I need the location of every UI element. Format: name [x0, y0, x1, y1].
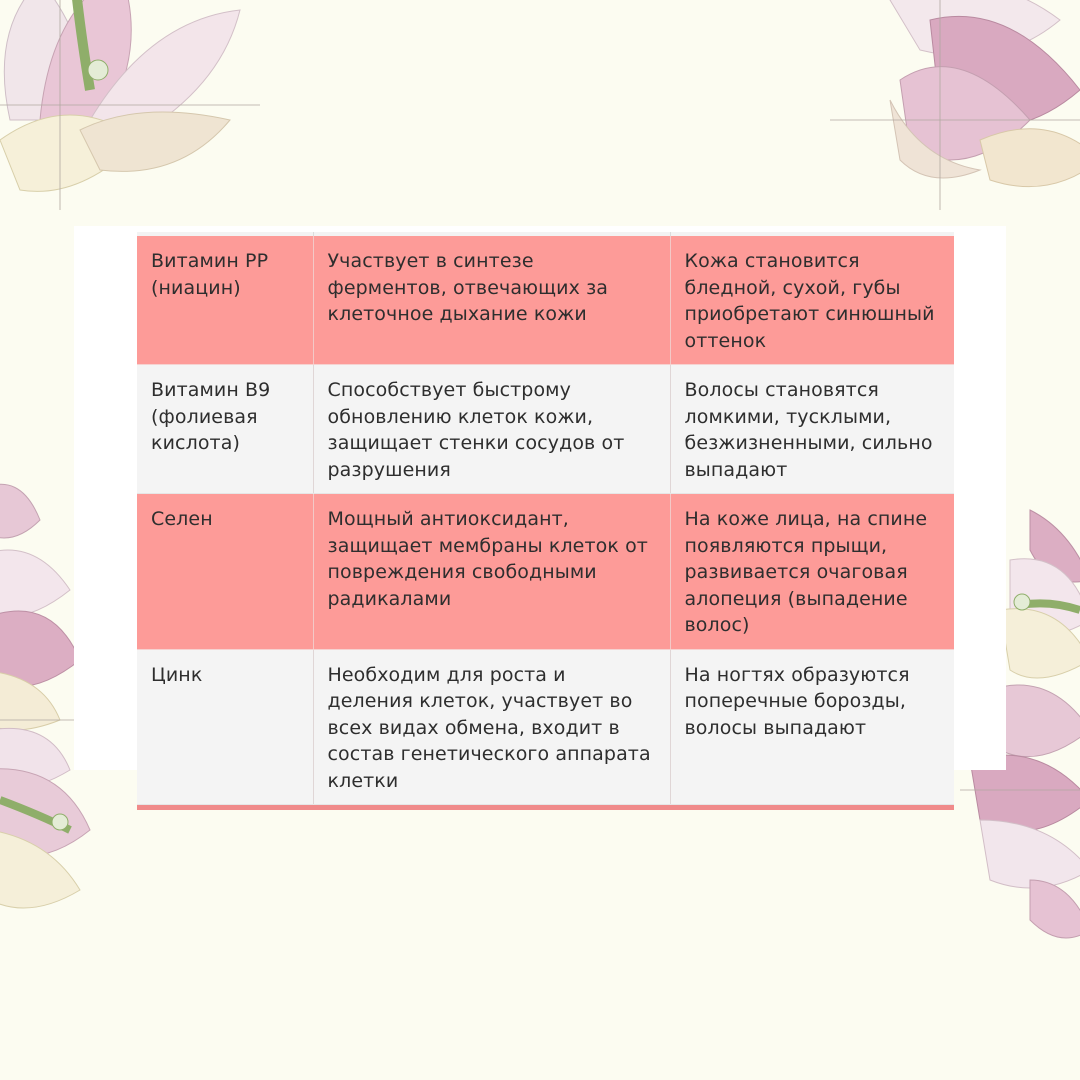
vitamin-name: Витамин PP (ниацин) — [137, 236, 313, 365]
table-row — [137, 365, 954, 494]
vitamin-function: Необходим для роста и деления клеток, участвует во всех видах обмена, входит в состав генетического аппарата клетки — [313, 649, 670, 805]
vitamin-function: Участвует в синтезе ферментов, отвечающих за клеточное дыхание кожи — [313, 236, 670, 365]
table-row — [137, 494, 954, 650]
table-cut-row — [137, 232, 954, 236]
vitamin-name: Селен — [137, 494, 313, 650]
lotus-flower-icon — [830, 0, 1080, 210]
deficiency-symptoms: Волосы становятся ломкими, тусклыми, безжизненными, сильно выпадают — [670, 365, 954, 494]
vitamins-table — [137, 232, 954, 810]
deficiency-symptoms: Кожа становится бледной, сухой, губы приобретают синюшный оттенок — [670, 236, 954, 365]
table-row — [137, 649, 954, 805]
deficiency-symptoms: На коже лица, на спине появляются прыщи, развивается очаговая алопеция (выпадение волос) — [670, 494, 954, 650]
vitamins-table-grid — [137, 236, 954, 805]
table-row — [137, 236, 954, 365]
vitamin-function: Мощный антиоксидант, защищает мембраны клеток от повреждения свободными радикалами — [313, 494, 670, 650]
deficiency-symptoms: На ногтях образуются поперечные борозды, волосы выпадают — [670, 649, 954, 805]
vitamin-function: Способствует быстрому обновлению клеток кожи, защищает стенки сосудов от разрушения — [313, 365, 670, 494]
lotus-flower-icon — [0, 0, 270, 210]
vitamin-name: Витамин B9 (фолиевая кислота) — [137, 365, 313, 494]
vitamin-name: Цинк — [137, 649, 313, 805]
